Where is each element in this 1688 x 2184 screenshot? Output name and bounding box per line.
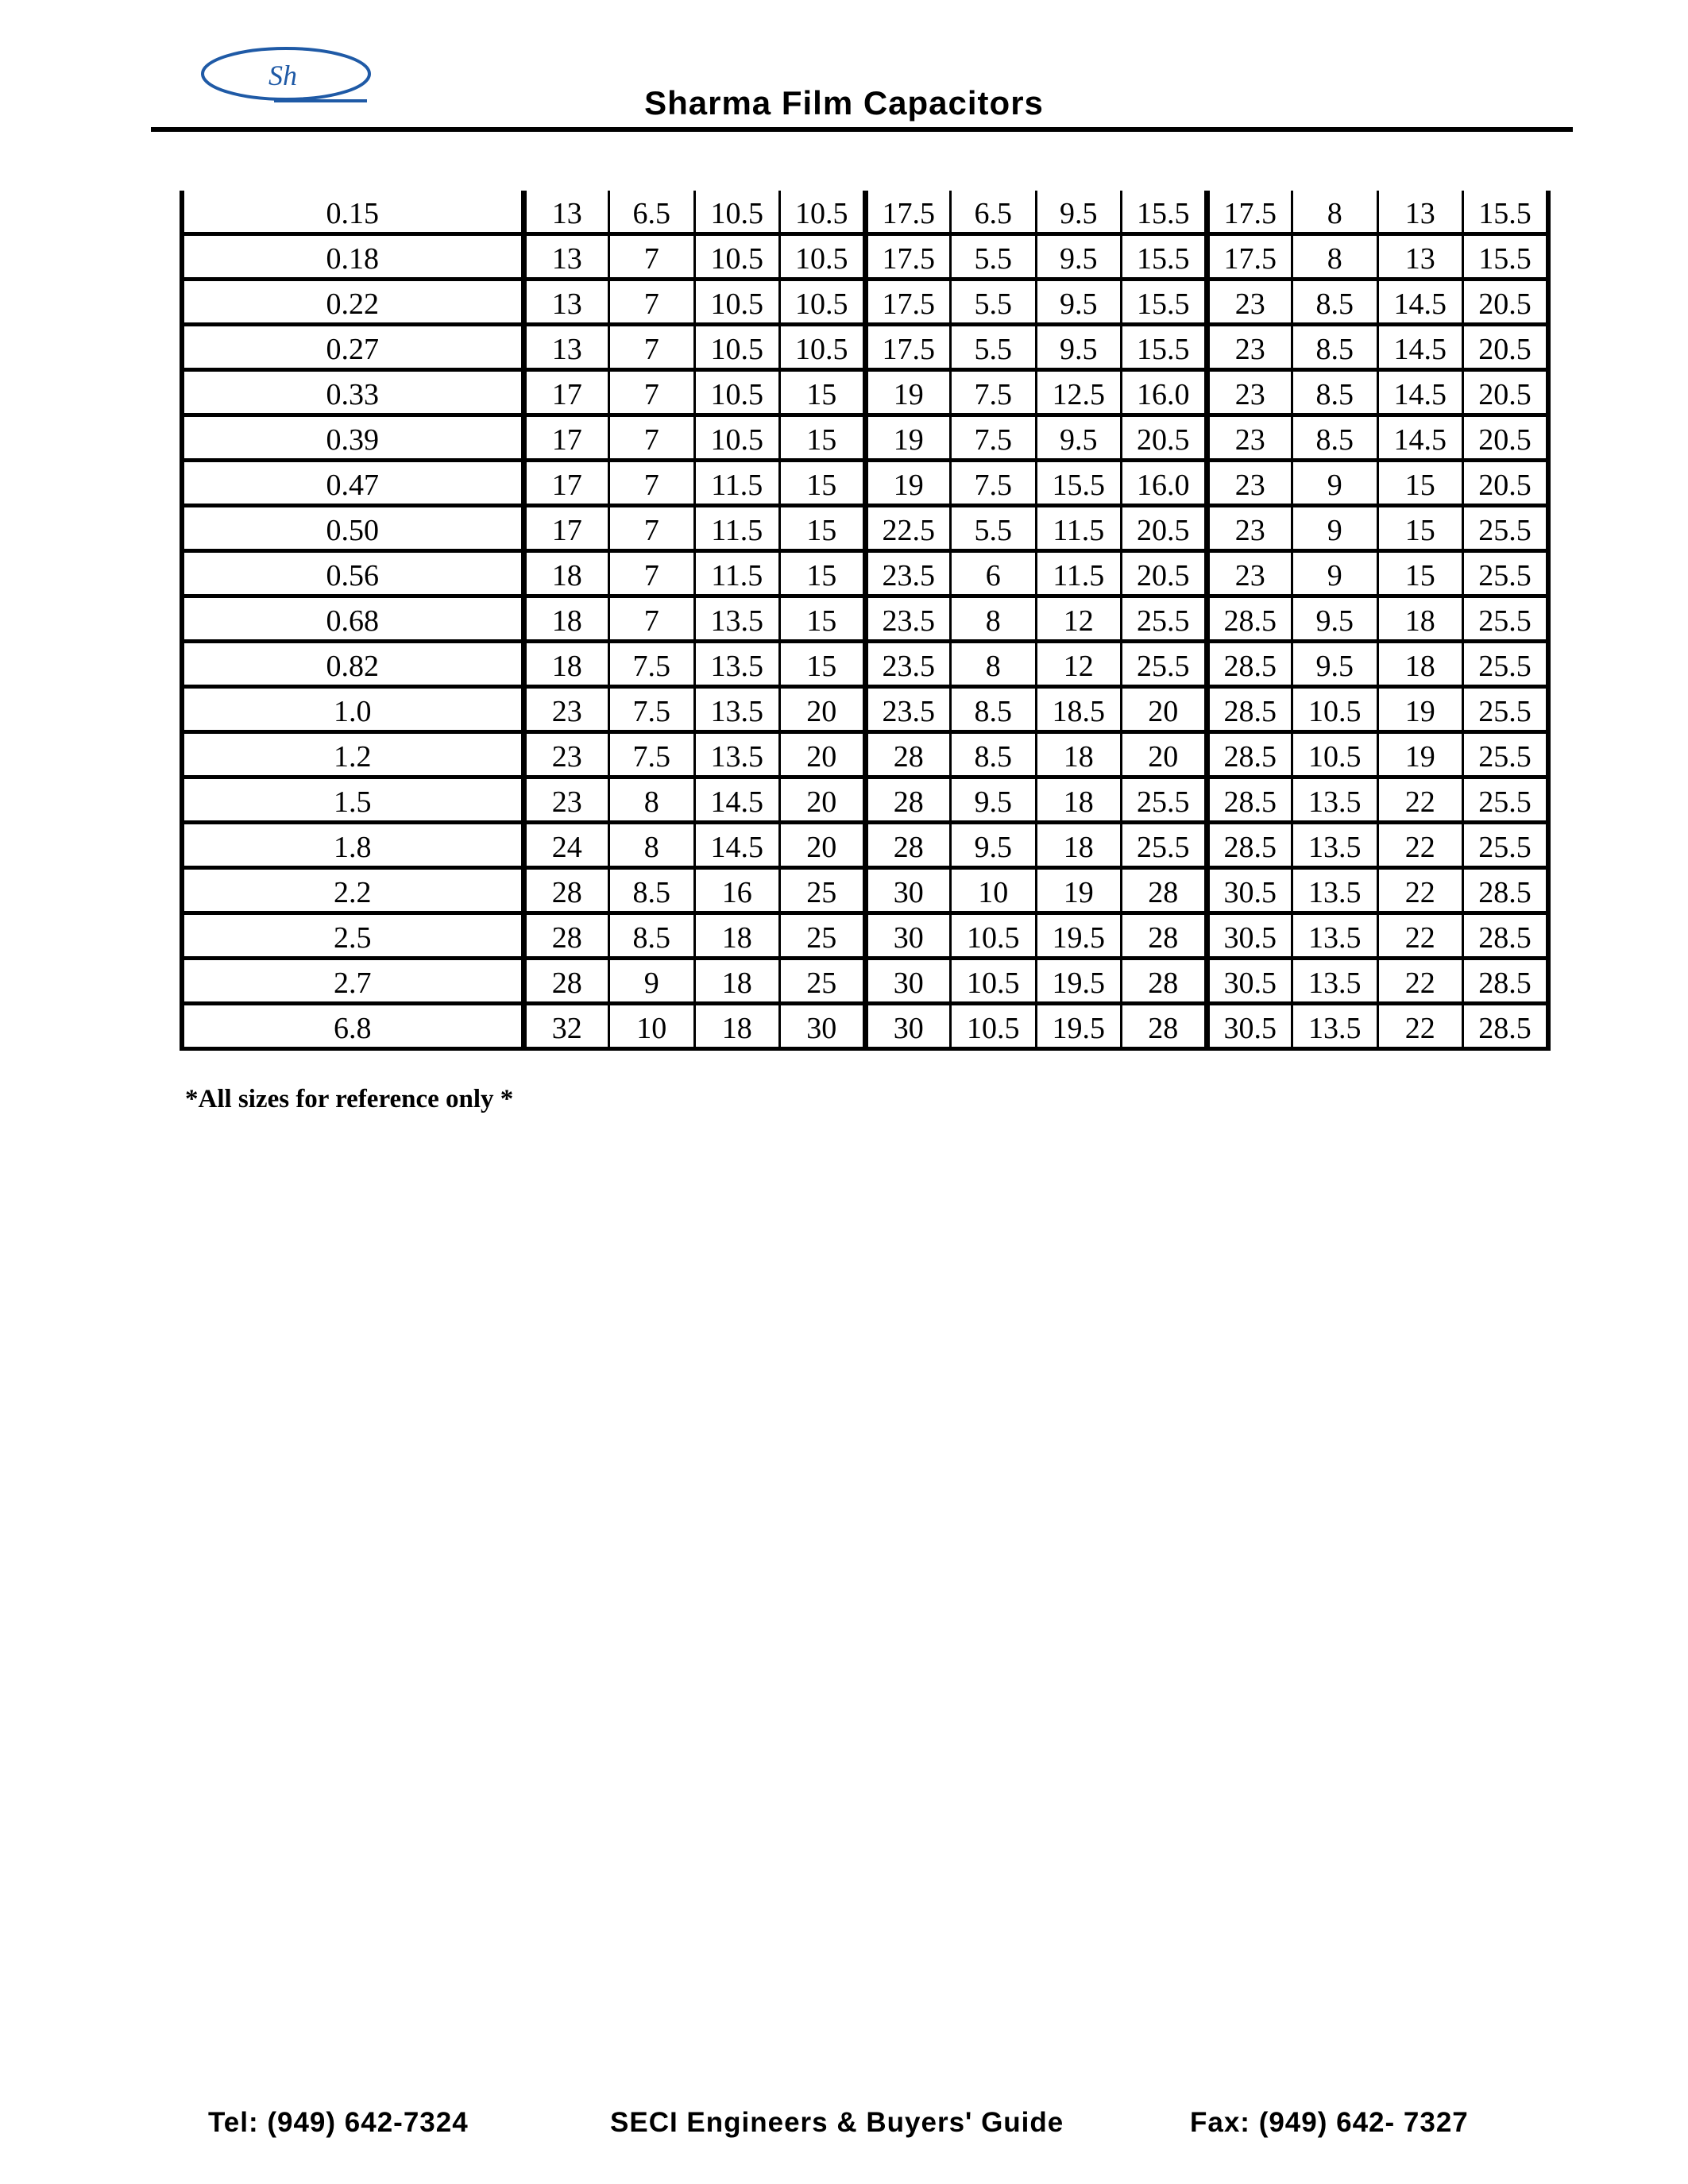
dimension-cell: 17.5: [865, 325, 951, 370]
dimension-cell: 15: [780, 506, 866, 551]
dimension-cell: 15.5: [1122, 280, 1207, 325]
dimension-cell: 15.5: [1122, 234, 1207, 280]
dimension-cell: 18: [694, 913, 780, 959]
dimension-cell: 28.5: [1463, 1004, 1549, 1049]
dimension-cell: 23: [1207, 325, 1292, 370]
dimension-cell: 18: [1036, 778, 1122, 823]
dimension-cell: 18: [523, 551, 609, 596]
dimension-cell: 23: [523, 732, 609, 778]
dimension-cell: 8.5: [1292, 370, 1378, 415]
dimension-cell: 17.5: [1207, 234, 1292, 280]
dimension-cell: 13.5: [1292, 823, 1378, 868]
dimension-cell: 28.5: [1207, 732, 1292, 778]
table-row: [182, 280, 1548, 325]
capacitance-cell: 2.5: [182, 913, 523, 959]
dimension-cell: 17.5: [865, 234, 951, 280]
dimension-cell: 25.5: [1463, 823, 1549, 868]
dimension-cell: 10: [951, 868, 1037, 913]
dimension-cell: 23: [1207, 370, 1292, 415]
dimension-cell: 9.5: [1036, 280, 1122, 325]
dimension-cell: 25.5: [1463, 506, 1549, 551]
dimension-cell: 7.5: [951, 461, 1037, 506]
table-row: [182, 551, 1548, 596]
dimension-cell: 20.5: [1463, 370, 1549, 415]
table-row: [182, 868, 1548, 913]
dimension-cell: 17: [523, 370, 609, 415]
dimension-cell: 9.5: [1292, 596, 1378, 642]
dimension-cell: 8.5: [609, 868, 695, 913]
capacitance-cell: 6.8: [182, 1004, 523, 1049]
dimension-cell: 15: [780, 370, 866, 415]
dimension-cell: 8: [1292, 234, 1378, 280]
dimension-cell: 10.5: [694, 325, 780, 370]
dimension-cell: 19: [865, 461, 951, 506]
dimension-cell: 22: [1377, 913, 1463, 959]
dimension-cell: 22: [1377, 868, 1463, 913]
dimension-cell: 28.5: [1207, 823, 1292, 868]
dimension-cell: 13: [523, 234, 609, 280]
table-row: [182, 913, 1548, 959]
dimension-cell: 5.5: [951, 234, 1037, 280]
dimension-cell: 30: [865, 868, 951, 913]
dimension-cell: 8.5: [1292, 280, 1378, 325]
dimension-cell: 22.5: [865, 506, 951, 551]
table-row: [182, 596, 1548, 642]
dimension-cell: 25.5: [1122, 596, 1207, 642]
dimension-cell: 9: [609, 959, 695, 1004]
dimension-cell: 23.5: [865, 642, 951, 687]
dimension-cell: 15.5: [1463, 191, 1549, 234]
table-row: [182, 959, 1548, 1004]
dimension-cell: 8: [609, 778, 695, 823]
dimension-cell: 10.5: [780, 280, 866, 325]
dimension-cell: 16: [694, 868, 780, 913]
dimension-cell: 30.5: [1207, 868, 1292, 913]
dimension-cell: 28: [865, 732, 951, 778]
dimension-cell: 23: [1207, 461, 1292, 506]
dimension-cell: 20: [780, 823, 866, 868]
dimension-cell: 7.5: [951, 370, 1037, 415]
dimension-cell: 8: [609, 823, 695, 868]
dimension-cell: 10.5: [694, 280, 780, 325]
dimension-cell: 10.5: [1292, 687, 1378, 732]
footer-fax: Fax: (949) 642- 7327: [1190, 2107, 1469, 2138]
dimension-cell: 28.5: [1207, 687, 1292, 732]
dimension-cell: 13.5: [694, 687, 780, 732]
dimension-cell: 8.5: [951, 687, 1037, 732]
dimension-cell: 8: [951, 596, 1037, 642]
dimension-cell: 13: [523, 280, 609, 325]
dimension-cell: 17.5: [1207, 191, 1292, 234]
dimension-cell: 30: [865, 1004, 951, 1049]
dimension-cell: 9.5: [951, 823, 1037, 868]
dimension-cell: 23: [1207, 280, 1292, 325]
dimension-cell: 15.5: [1036, 461, 1122, 506]
dimension-cell: 14.5: [1377, 280, 1463, 325]
dimension-cell: 18.5: [1036, 687, 1122, 732]
footnote: *All sizes for reference only *: [185, 1085, 514, 1113]
dimension-cell: 7: [609, 461, 695, 506]
dimension-cell: 17: [523, 506, 609, 551]
dimension-cell: 7: [609, 280, 695, 325]
dimension-cell: 25.5: [1122, 823, 1207, 868]
dimension-cell: 7: [609, 596, 695, 642]
dimension-cell: 23.5: [865, 596, 951, 642]
dimension-cell: 20.5: [1122, 415, 1207, 461]
dimension-cell: 13.5: [1292, 913, 1378, 959]
dimension-cell: 18: [1377, 642, 1463, 687]
dimension-cell: 16.0: [1122, 370, 1207, 415]
dimension-cell: 25.5: [1463, 687, 1549, 732]
capacitance-cell: 0.33: [182, 370, 523, 415]
capacitance-cell: 0.68: [182, 596, 523, 642]
dimension-cell: 20.5: [1463, 325, 1549, 370]
dimension-cell: 7.5: [609, 642, 695, 687]
dimension-cell: 10.5: [780, 191, 866, 234]
dimension-cell: 10.5: [780, 234, 866, 280]
dimension-cell: 12: [1036, 642, 1122, 687]
capacitance-cell: 0.50: [182, 506, 523, 551]
dimension-cell: 23.5: [865, 687, 951, 732]
capacitance-cell: 0.27: [182, 325, 523, 370]
dimension-cell: 9: [1292, 506, 1378, 551]
dimension-cell: 18: [694, 1004, 780, 1049]
table-row: [182, 461, 1548, 506]
table-row: [182, 506, 1548, 551]
dimension-cell: 19.5: [1036, 1004, 1122, 1049]
dimension-cell: 25.5: [1463, 778, 1549, 823]
dimension-cell: 10.5: [951, 913, 1037, 959]
dimension-cell: 28: [865, 778, 951, 823]
dimension-cell: 13.5: [694, 596, 780, 642]
table-row: [182, 642, 1548, 687]
dimension-cell: 7: [609, 506, 695, 551]
dimension-cell: 5.5: [951, 325, 1037, 370]
dimension-cell: 8.5: [609, 913, 695, 959]
dimension-cell: 17: [523, 461, 609, 506]
dimension-cell: 19: [1377, 732, 1463, 778]
footer-guide-title: SECI Engineers & Buyers' Guide: [610, 2107, 1064, 2138]
dimension-cell: 8: [1292, 191, 1378, 234]
dimension-cell: 9.5: [1036, 415, 1122, 461]
dimension-cell: 14.5: [1377, 415, 1463, 461]
dimension-cell: 10.5: [694, 415, 780, 461]
dimension-cell: 18: [523, 596, 609, 642]
dimension-cell: 13: [1377, 191, 1463, 234]
capacitance-cell: 1.8: [182, 823, 523, 868]
dimension-cell: 20.5: [1122, 551, 1207, 596]
dimension-cell: 28: [523, 959, 609, 1004]
dimension-cell: 28: [523, 913, 609, 959]
dimension-cell: 25: [780, 913, 866, 959]
dimension-cell: 10: [609, 1004, 695, 1049]
capacitance-cell: 0.15: [182, 191, 523, 234]
dimension-cell: 28.5: [1207, 642, 1292, 687]
dimension-cell: 18: [523, 642, 609, 687]
dimension-cell: 13.5: [694, 642, 780, 687]
dimension-cell: 30.5: [1207, 913, 1292, 959]
dimension-cell: 28: [1122, 913, 1207, 959]
dimension-cell: 8.5: [1292, 415, 1378, 461]
dimension-cell: 20: [780, 687, 866, 732]
dimension-cell: 19: [865, 370, 951, 415]
header-divider: [151, 127, 1573, 132]
dimension-cell: 7.5: [609, 732, 695, 778]
dimension-cell: 13.5: [1292, 1004, 1378, 1049]
dimension-cell: 20.5: [1463, 415, 1549, 461]
table-row: [182, 1004, 1548, 1049]
dimension-cell: 20: [780, 778, 866, 823]
dimension-cell: 11.5: [694, 551, 780, 596]
dimension-cell: 23: [523, 778, 609, 823]
dimension-cell: 28.5: [1207, 778, 1292, 823]
table-row: [182, 370, 1548, 415]
dimension-cell: 10.5: [694, 191, 780, 234]
footer-telephone: Tel: (949) 642-7324: [208, 2107, 469, 2138]
dimension-cell: 28.5: [1463, 868, 1549, 913]
dimension-cell: 10.5: [951, 1004, 1037, 1049]
dimension-cell: 19: [1377, 687, 1463, 732]
dimension-cell: 25.5: [1122, 642, 1207, 687]
dimension-cell: 14.5: [1377, 325, 1463, 370]
dimension-cell: 10.5: [1292, 732, 1378, 778]
dimension-cell: 20.5: [1463, 280, 1549, 325]
capacitance-cell: 0.47: [182, 461, 523, 506]
dimension-cell: 12.5: [1036, 370, 1122, 415]
capacitance-cell: 1.2: [182, 732, 523, 778]
dimension-cell: 10.5: [951, 959, 1037, 1004]
dimension-cell: 14.5: [694, 823, 780, 868]
dimension-cell: 30.5: [1207, 959, 1292, 1004]
dimension-cell: 6: [951, 551, 1037, 596]
dimension-cell: 25.5: [1463, 642, 1549, 687]
dimension-cell: 22: [1377, 1004, 1463, 1049]
dimension-cell: 13: [523, 325, 609, 370]
dimension-cell: 6.5: [609, 191, 695, 234]
capacitance-cell: 0.39: [182, 415, 523, 461]
table-body: [182, 191, 1548, 1049]
table-row: [182, 778, 1548, 823]
table-row: [182, 823, 1548, 868]
dimension-cell: 17.5: [865, 191, 951, 234]
dimension-cell: 9: [1292, 551, 1378, 596]
dimension-cell: 19: [1036, 868, 1122, 913]
capacitance-cell: 0.82: [182, 642, 523, 687]
dimension-cell: 22: [1377, 959, 1463, 1004]
dimension-cell: 18: [1377, 596, 1463, 642]
dimension-cell: 13: [1377, 234, 1463, 280]
dimension-cell: 10.5: [694, 234, 780, 280]
dimension-cell: 19.5: [1036, 959, 1122, 1004]
capacitance-cell: 0.22: [182, 280, 523, 325]
dimension-cell: 23: [523, 687, 609, 732]
dimension-cell: 15: [1377, 551, 1463, 596]
capacitance-cell: 0.18: [182, 234, 523, 280]
dimension-cell: 28.5: [1207, 596, 1292, 642]
dimension-cell: 18: [1036, 823, 1122, 868]
table-row: [182, 732, 1548, 778]
dimension-cell: 28: [1122, 959, 1207, 1004]
dimension-cell: 8.5: [951, 732, 1037, 778]
dimension-cell: 15: [780, 551, 866, 596]
dimension-cell: 28: [523, 868, 609, 913]
dimension-cell: 9: [1292, 461, 1378, 506]
dimension-cell: 11.5: [1036, 506, 1122, 551]
dimension-cell: 20: [780, 732, 866, 778]
dimension-cell: 6.5: [951, 191, 1037, 234]
dimension-cell: 28.5: [1463, 913, 1549, 959]
dimension-cell: 7: [609, 234, 695, 280]
table-row: [182, 415, 1548, 461]
table-row: [182, 325, 1548, 370]
dimension-cell: 15.5: [1122, 191, 1207, 234]
dimension-cell: 25: [780, 868, 866, 913]
dimension-cell: 14.5: [1377, 370, 1463, 415]
dimension-cell: 15.5: [1463, 234, 1549, 280]
dimension-cell: 22: [1377, 823, 1463, 868]
dimension-cell: 23: [1207, 415, 1292, 461]
capacitance-cell: 0.56: [182, 551, 523, 596]
dimension-cell: 19: [865, 415, 951, 461]
dimension-cell: 13.5: [1292, 778, 1378, 823]
dimension-cell: 7.5: [609, 687, 695, 732]
dimension-cell: 5.5: [951, 506, 1037, 551]
dimension-cell: 30: [780, 1004, 866, 1049]
table-row: [182, 191, 1548, 234]
dimension-cell: 7: [609, 551, 695, 596]
dimension-cell: 18: [1036, 732, 1122, 778]
dimension-cell: 20: [1122, 732, 1207, 778]
dimension-cell: 20.5: [1463, 461, 1549, 506]
dimension-cell: 13.5: [1292, 868, 1378, 913]
logo-text: Sh: [268, 60, 297, 91]
dimension-cell: 28: [865, 823, 951, 868]
dimension-cell: 15.5: [1122, 325, 1207, 370]
dimension-cell: 11.5: [694, 461, 780, 506]
dimension-cell: 32: [523, 1004, 609, 1049]
dimension-cell: 30: [865, 959, 951, 1004]
capacitance-cell: 1.0: [182, 687, 523, 732]
dimension-cell: 11.5: [1036, 551, 1122, 596]
capacitance-cell: 1.5: [182, 778, 523, 823]
capacitance-cell: 2.7: [182, 959, 523, 1004]
dimension-cell: 15: [780, 461, 866, 506]
dimension-cell: 24: [523, 823, 609, 868]
table-row: [182, 234, 1548, 280]
dimension-cell: 23.5: [865, 551, 951, 596]
dimension-cell: 25.5: [1463, 732, 1549, 778]
dimension-cell: 9.5: [1036, 191, 1122, 234]
dimension-cell: 19.5: [1036, 913, 1122, 959]
dimension-cell: 13.5: [1292, 959, 1378, 1004]
dimensions-table: [180, 191, 1551, 1051]
page-title: Sharma Film Capacitors: [644, 84, 1044, 122]
dimension-cell: 28.5: [1463, 959, 1549, 1004]
dimension-cell: 13.5: [694, 732, 780, 778]
dimension-cell: 7: [609, 415, 695, 461]
dimension-cell: 22: [1377, 778, 1463, 823]
dimension-cell: 10.5: [694, 370, 780, 415]
dimension-cell: 15: [1377, 506, 1463, 551]
dimension-cell: 23: [1207, 551, 1292, 596]
dimension-cell: 11.5: [694, 506, 780, 551]
dimension-cell: 25.5: [1463, 596, 1549, 642]
dimension-cell: 20.5: [1122, 506, 1207, 551]
dimension-cell: 8: [951, 642, 1037, 687]
dimension-cell: 8.5: [1292, 325, 1378, 370]
capacitance-cell: 2.2: [182, 868, 523, 913]
dimension-cell: 18: [694, 959, 780, 1004]
dimension-cell: 16.0: [1122, 461, 1207, 506]
dimension-cell: 12: [1036, 596, 1122, 642]
dimension-cell: 9.5: [1036, 325, 1122, 370]
dimension-cell: 7: [609, 370, 695, 415]
dimension-cell: 30: [865, 913, 951, 959]
dimension-cell: 15: [780, 415, 866, 461]
dimension-cell: 9.5: [1036, 234, 1122, 280]
dimension-cell: 13: [523, 191, 609, 234]
dimension-cell: 9.5: [1292, 642, 1378, 687]
dimension-cell: 23: [1207, 506, 1292, 551]
dimension-cell: 30.5: [1207, 1004, 1292, 1049]
dimension-cell: 10.5: [780, 325, 866, 370]
dimension-cell: 14.5: [694, 778, 780, 823]
dimension-cell: 17.5: [865, 280, 951, 325]
dimension-cell: 5.5: [951, 280, 1037, 325]
dimension-cell: 25.5: [1463, 551, 1549, 596]
dimension-cell: 25: [780, 959, 866, 1004]
dimension-cell: 7.5: [951, 415, 1037, 461]
dimension-cell: 15: [780, 642, 866, 687]
dimension-cell: 28: [1122, 1004, 1207, 1049]
dimension-cell: 20: [1122, 687, 1207, 732]
dimension-cell: 17: [523, 415, 609, 461]
dimension-cell: 15: [780, 596, 866, 642]
dimension-cell: 9.5: [951, 778, 1037, 823]
dimension-cell: 7: [609, 325, 695, 370]
dimension-cell: 25.5: [1122, 778, 1207, 823]
dimension-cell: 15: [1377, 461, 1463, 506]
table-row: [182, 687, 1548, 732]
dimension-cell: 28: [1122, 868, 1207, 913]
